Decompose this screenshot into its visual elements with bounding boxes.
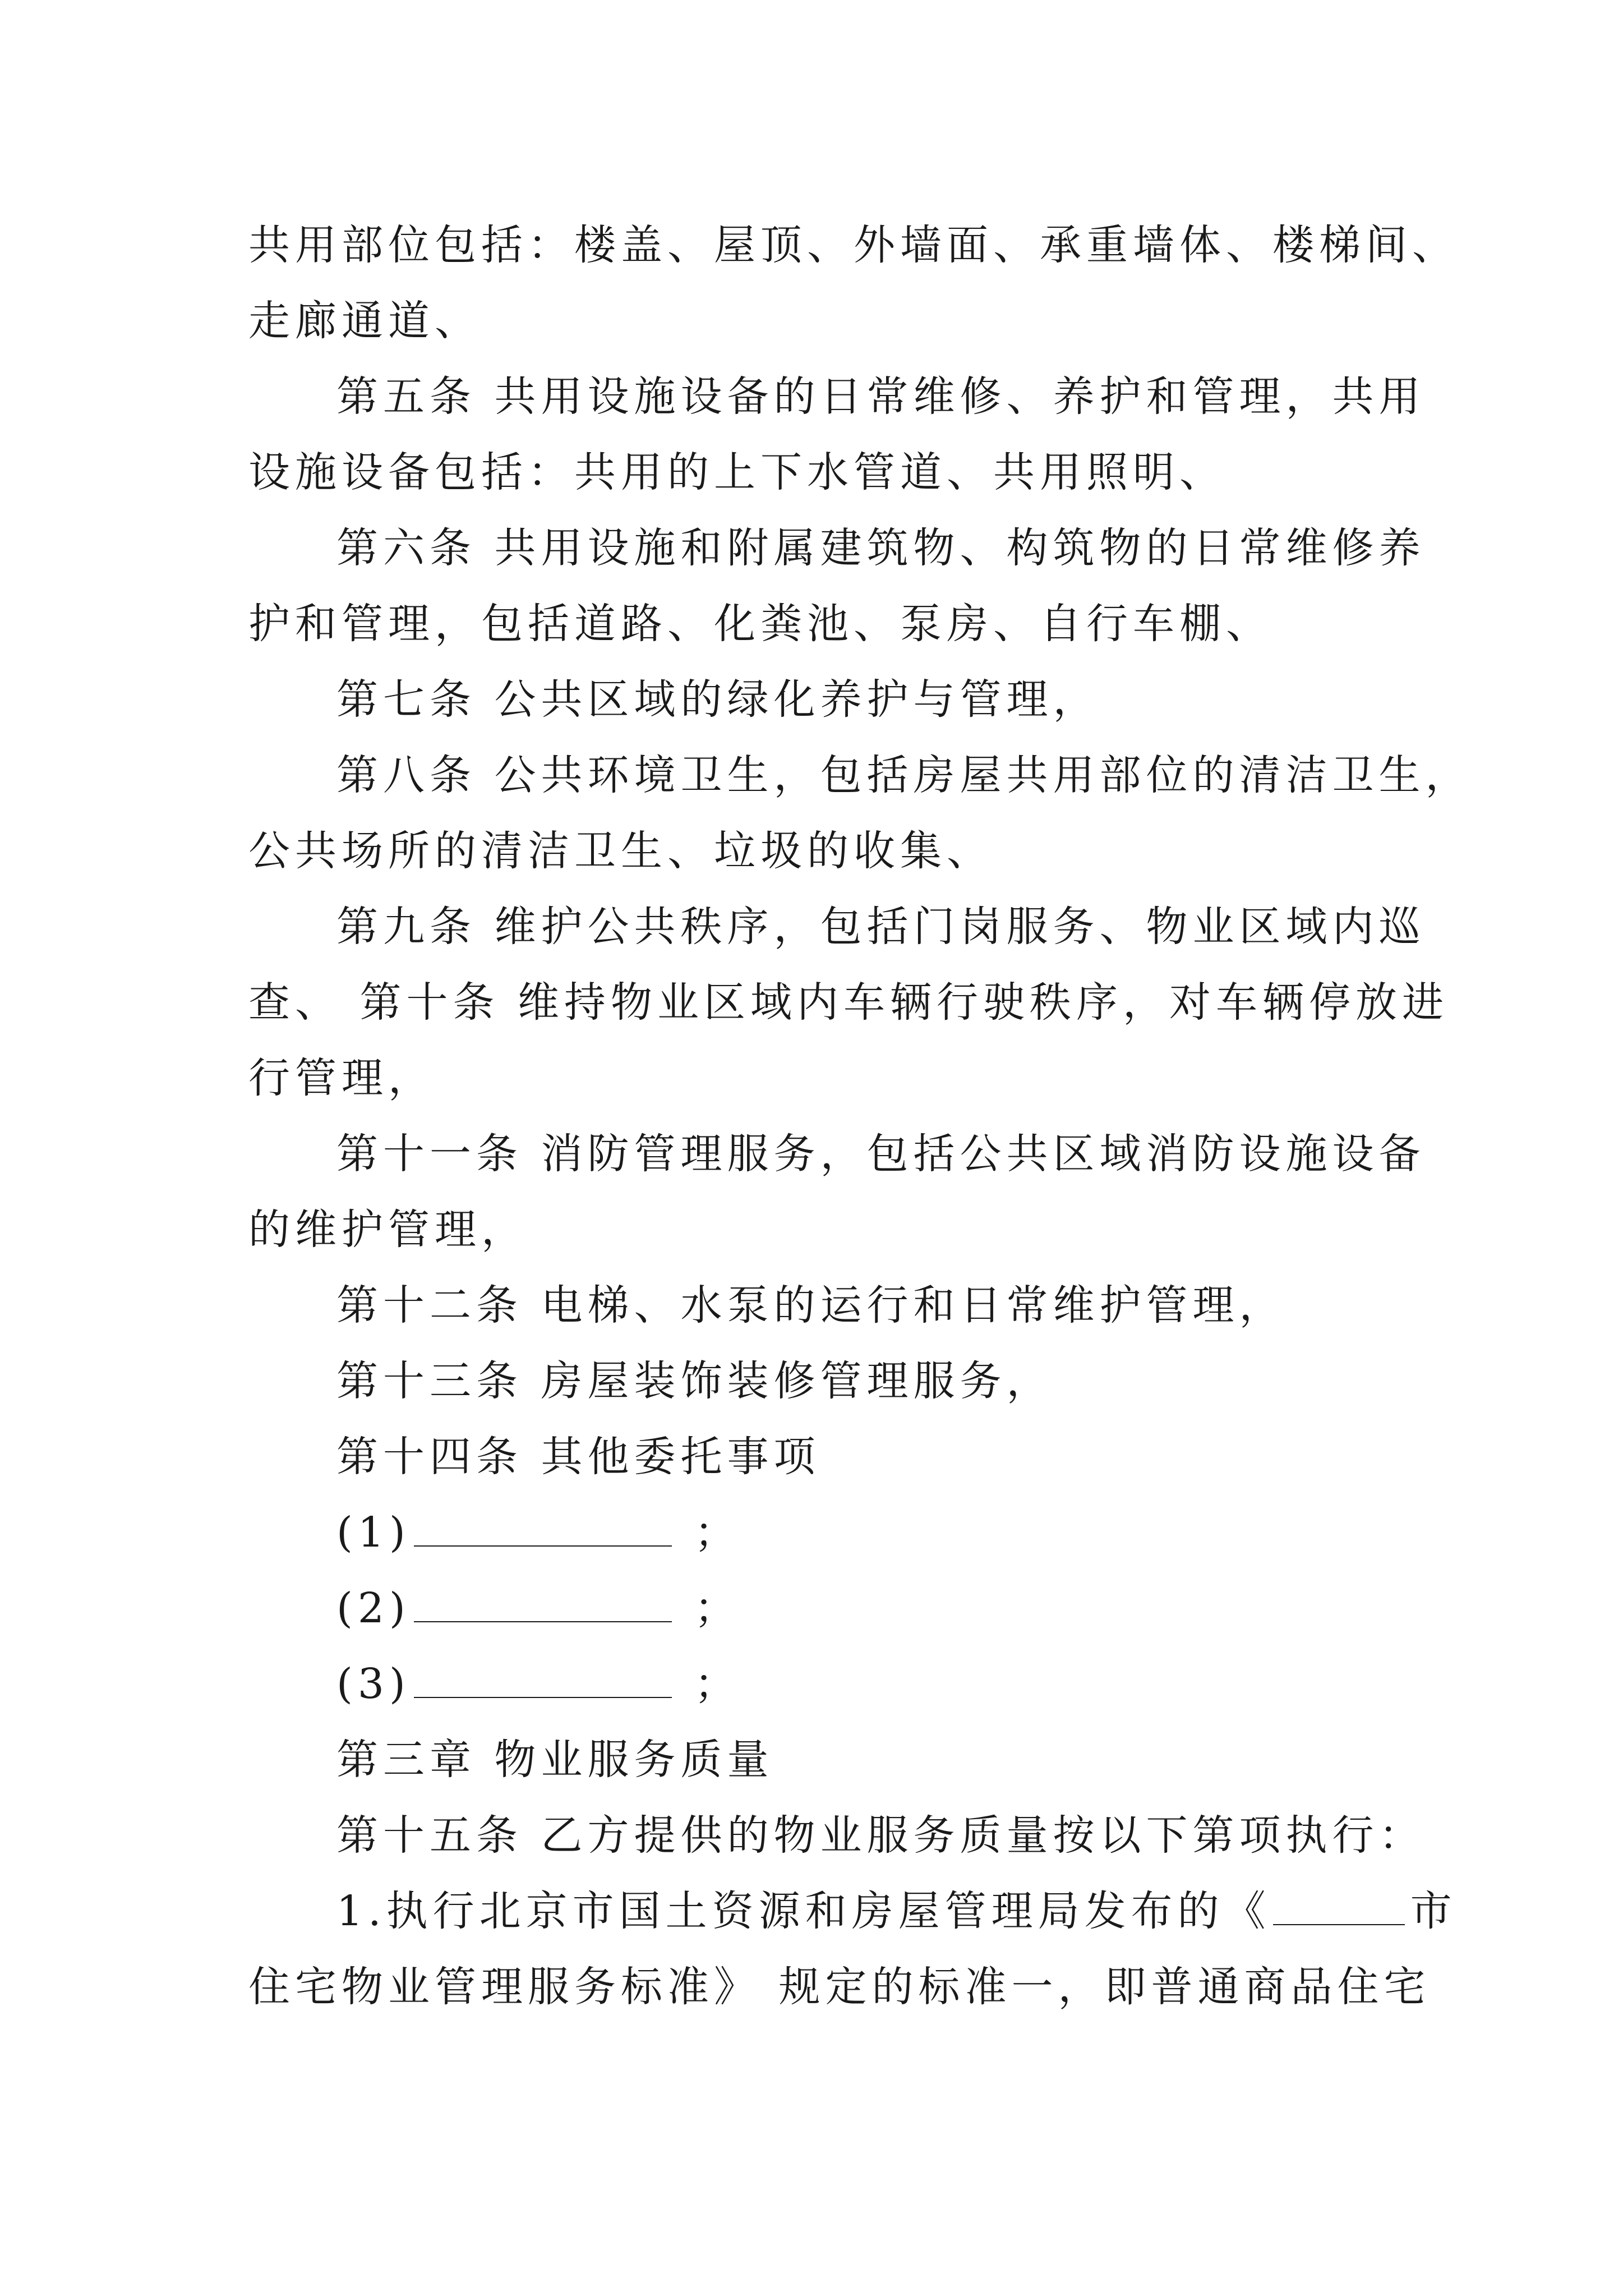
article-7: 第七条 公共区域的绿化养护与管理，	[336, 675, 1100, 724]
list-item-3	[336, 1659, 741, 1709]
chapter-heading: 第三章 物业服务质量	[336, 1736, 774, 1784]
article-6: 第六条 共用设施和附属建筑物、构筑物的日常维修养	[336, 524, 1426, 572]
list-item-2	[336, 1583, 741, 1634]
fill-in-blank	[414, 1662, 672, 1698]
list-item-1	[336, 1507, 741, 1558]
item-number: (3)	[336, 1660, 411, 1708]
item-end: ；	[694, 1584, 741, 1632]
clause-text-end: 市	[1410, 1887, 1457, 1935]
text-line: 住宅物业管理服务标准》 规定的标准一，即普通商品住宅	[248, 1963, 1431, 2011]
text-line: 护和管理，包括道路、化粪池、泵房、自行车棚、	[248, 600, 1272, 648]
item-number: (2)	[336, 1584, 411, 1632]
text-line: 设施设备包括：共用的上下水管道、共用照明、	[248, 448, 1226, 496]
article-12: 第十二条 电梯、水泵的运行和日常维护管理，	[336, 1281, 1286, 1329]
clause-text: 1.执行北京市国土资源和房屋管理局发布的《	[336, 1887, 1271, 1935]
article-11: 第十一条 消防管理服务，包括公共区域消防设施设备	[336, 1130, 1426, 1178]
text-line: 行管理，	[248, 1054, 435, 1102]
item-number: (1)	[336, 1508, 411, 1557]
article-9: 第九条 维护公共秩序，包括门岗服务、物业区域内巡	[336, 903, 1426, 951]
article-8: 第八条 公共环境卫生，包括房屋共用部位的清洁卫生，	[336, 751, 1472, 799]
text-line: 的维护管理，	[248, 1205, 528, 1254]
article-14: 第十四条 其他委托事项	[336, 1433, 820, 1481]
article-10: 查、 第十条 维持物业区域内车辆行驶秩序，对车辆停放进	[248, 978, 1449, 1027]
text-line: 走廊通道、	[248, 297, 481, 345]
item-end: ；	[694, 1660, 741, 1708]
article-15: 第十五条 乙方提供的物业服务质量按以下第项执行：	[336, 1811, 1426, 1860]
article-5: 第五条 共用设施设备的日常维修、养护和管理，共用	[336, 372, 1426, 421]
article-13: 第十三条 房屋装饰装修管理服务，	[336, 1357, 1053, 1405]
clause-1	[336, 1886, 1457, 1936]
fill-in-blank	[1273, 1889, 1405, 1925]
fill-in-blank	[414, 1511, 672, 1547]
text-line: 公共场所的清洁卫生、垃圾的收集、	[248, 827, 993, 875]
text-line: 共用部位包括：楼盖、屋顶、外墙面、承重墙体、楼梯间、	[248, 221, 1459, 269]
item-end: ；	[694, 1508, 741, 1557]
fill-in-blank	[414, 1586, 672, 1622]
